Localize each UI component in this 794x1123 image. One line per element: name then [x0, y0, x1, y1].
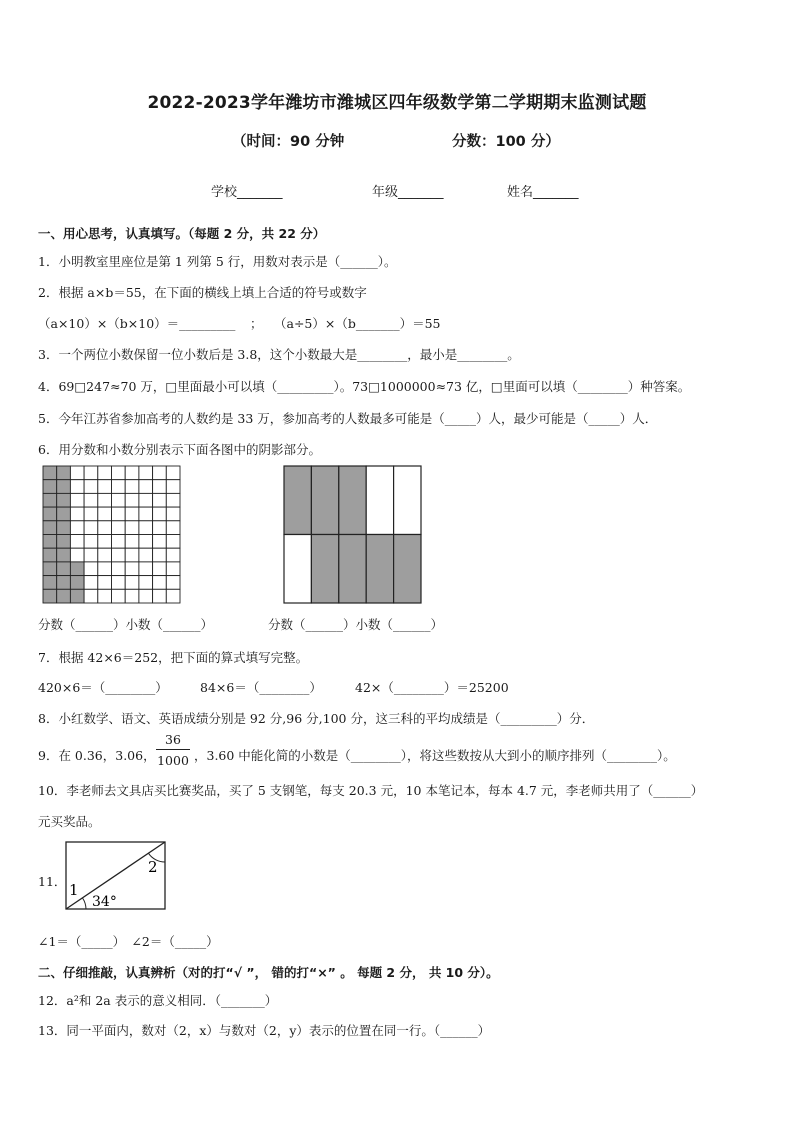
rect-part-shaded: [311, 466, 338, 535]
grid-cell: [125, 562, 139, 576]
grid-cell-shaded: [43, 535, 57, 549]
grid-cell-shaded: [43, 466, 57, 480]
grid-cell: [84, 493, 98, 507]
grid-cell: [70, 466, 84, 480]
grid-cell: [70, 535, 84, 549]
grid-cell-shaded: [57, 493, 71, 507]
rect-part: [366, 466, 393, 535]
grid-cell: [153, 466, 167, 480]
rect-part-shaded: [339, 466, 366, 535]
grid-cell: [98, 576, 112, 590]
grade-field: 年级_______: [372, 185, 444, 200]
grid-cell: [166, 507, 180, 521]
question-2a: （a×10）×（b×10）＝_________: [38, 316, 236, 331]
grid-cell-shaded: [57, 589, 71, 603]
fraction-denominator: 1000: [157, 753, 189, 768]
question-9-suffix: ，3.60 中能化简的小数是（________），将这些数按从大到小的顺序排列（________）。: [194, 748, 676, 763]
grid-cell: [112, 493, 126, 507]
question-12: 12．a²和 2a 表示的意义相同．（_______）: [38, 993, 278, 1008]
grid-cell: [139, 521, 153, 535]
grid-cell-shaded: [70, 576, 84, 590]
question-6b-answer: 分数（______）小数（______）: [268, 617, 444, 632]
question-7b: 84×6＝（________）: [200, 680, 322, 695]
grid-cell: [70, 480, 84, 494]
question-2b: （a÷5）×（b_______）＝55: [274, 316, 441, 331]
grid-cell: [166, 493, 180, 507]
school-field: 学校_______: [211, 185, 283, 200]
grid-cell-shaded: [57, 548, 71, 562]
grid-cell: [98, 548, 112, 562]
grid-cell: [98, 507, 112, 521]
question-9-prefix: 9．在 0.36，3.06，: [38, 748, 156, 763]
grid-cell: [153, 562, 167, 576]
grid-cell: [125, 480, 139, 494]
grid-cell: [125, 576, 139, 590]
question-1: 1．小明教室里座位是第 1 列第 5 行，用数对表示是（______）。: [38, 254, 397, 269]
question-8: 8．小红数学、语文、英语成绩分别是 92 分,96 分,100 分，这三科的平均成绩是（_________）分．: [38, 711, 595, 726]
question-7c: 42×（________）＝25200: [355, 680, 509, 695]
grid-cell: [98, 466, 112, 480]
question-6: 6．用分数和小数分别表示下面各图中的阴影部分。: [38, 442, 321, 457]
grid-cell: [125, 589, 139, 603]
grid-cell: [139, 576, 153, 590]
grid-cell: [153, 480, 167, 494]
grid-cell-shaded: [43, 589, 57, 603]
grid-cell-shaded: [43, 493, 57, 507]
grid-cell: [166, 576, 180, 590]
rect-part-shaded: [284, 466, 311, 535]
grid-cell-shaded: [57, 535, 71, 549]
grid-cell: [98, 493, 112, 507]
section-1-heading: 一、用心思考，认真填写。（每题 2 分，共 22 分）: [38, 226, 326, 241]
grid-cell-shaded: [43, 480, 57, 494]
grid-cell: [84, 576, 98, 590]
angle-1-label: 1: [69, 881, 79, 899]
section-2-heading: 二、仔细推敲，认真辨析（对的打“√ ”， 错的打“×” 。 每题 2 分， 共 10 分）。: [38, 965, 499, 980]
grid-cell: [166, 521, 180, 535]
grid-cell: [70, 507, 84, 521]
grid-cell: [70, 548, 84, 562]
question-7a: 420×6＝（________）: [38, 680, 168, 695]
question-6a-answer: 分数（______）小数（______）: [38, 617, 214, 632]
grid-cell: [84, 521, 98, 535]
grid-cell: [125, 507, 139, 521]
grid-cell: [139, 507, 153, 521]
grid-cell: [166, 535, 180, 549]
grid-cell: [166, 466, 180, 480]
page-title: 2022-2023学年潍坊市潍城区四年级数学第二学期期末监测试题: [147, 93, 647, 113]
grid-cell-shaded: [70, 562, 84, 576]
rect-part: [284, 535, 311, 604]
grid-cell-shaded: [57, 507, 71, 521]
rect-part-shaded: [311, 535, 338, 604]
rect-part-shaded: [366, 535, 393, 604]
fraction-numerator: 36: [156, 732, 190, 750]
grid-cell: [166, 548, 180, 562]
question-3: 3．一个两位小数保留一位小数后是 3.8，这个小数最大是________，最小是________。: [38, 347, 520, 362]
grid-cell: [84, 535, 98, 549]
grid-cell: [125, 521, 139, 535]
grid-cell: [98, 480, 112, 494]
grid-cell: [153, 576, 167, 590]
grid-cell: [166, 562, 180, 576]
grid-cell: [84, 466, 98, 480]
question-10: 10．李老师去文具店买比赛奖品，买了 5 支钢笔，每支 20.3 元，10 本笔记本，每本 4.7 元，李老师共用了（______）: [38, 783, 704, 798]
grid-cell: [112, 576, 126, 590]
question-7: 7．根据 42×6＝252，把下面的算式填写完整。: [38, 650, 309, 665]
rectangle-figure: [283, 465, 422, 604]
angle-34-label: 34°: [92, 894, 117, 910]
grid-cell: [84, 480, 98, 494]
grid-cell: [125, 493, 139, 507]
grid-cell: [139, 493, 153, 507]
exam-time: （时间：90 分钟: [232, 134, 345, 150]
grid-cell: [84, 548, 98, 562]
grid-cell-shaded: [43, 576, 57, 590]
question-2-separator: ；: [250, 316, 263, 331]
grid-cell-shaded: [57, 562, 71, 576]
angle-2-label: 2: [148, 858, 158, 876]
hundred-grid-figure: [42, 465, 182, 604]
question-13: 13．同一平面内，数对（2，x）与数对（2，y）表示的位置在同一行。（______）: [38, 1023, 491, 1038]
grid-cell: [98, 589, 112, 603]
grid-cell: [139, 589, 153, 603]
grid-cell-shaded: [43, 548, 57, 562]
grid-cell: [112, 521, 126, 535]
grid-cell: [166, 480, 180, 494]
question-11: 11．: [38, 874, 67, 889]
grid-cell-shaded: [43, 521, 57, 535]
rect-part-shaded: [394, 535, 421, 604]
grid-cell: [153, 507, 167, 521]
grid-cell: [98, 562, 112, 576]
grid-cell: [139, 548, 153, 562]
grid-cell: [84, 589, 98, 603]
grid-cell: [112, 466, 126, 480]
grid-cell: [70, 521, 84, 535]
question-4: 4．69□247≈70 万，□里面最小可以填（_________）。73□1000000≈73 亿，□里面可以填（________）种答案。: [38, 379, 691, 394]
grid-cell-shaded: [43, 507, 57, 521]
grid-cell-shaded: [57, 480, 71, 494]
grid-cell: [112, 589, 126, 603]
question-5: 5．今年江苏省参加高考的人数约是 33 万，参加高考的人数最多可能是（_____）人，最少可能是（_____）人．: [38, 411, 658, 426]
grid-cell-shaded: [43, 562, 57, 576]
grid-cell-shaded: [70, 589, 84, 603]
question-10-continued: 元买奖品。: [38, 814, 101, 829]
grid-cell-shaded: [57, 521, 71, 535]
fraction-36-over-1000: [156, 732, 190, 768]
grid-cell: [139, 466, 153, 480]
exam-score: 分数：100 分）: [452, 134, 560, 150]
grid-cell: [139, 480, 153, 494]
grid-cell: [153, 535, 167, 549]
grid-cell: [125, 548, 139, 562]
question-2: 2．根据 a×b＝55，在下面的横线上填上合适的符号或数字: [38, 285, 367, 300]
grid-cell: [153, 521, 167, 535]
grid-cell: [112, 562, 126, 576]
grid-cell: [112, 535, 126, 549]
grid-cell-shaded: [57, 466, 71, 480]
rect-part: [394, 466, 421, 535]
grid-cell: [112, 507, 126, 521]
grid-cell: [84, 562, 98, 576]
grid-cell: [70, 493, 84, 507]
grid-cell: [98, 521, 112, 535]
grid-cell: [153, 589, 167, 603]
grid-cell-shaded: [57, 576, 71, 590]
rectangle-angle-figure: [64, 840, 168, 912]
grid-cell: [166, 589, 180, 603]
grid-cell: [139, 562, 153, 576]
name-field: 姓名_______: [507, 185, 579, 200]
rect-part-shaded: [339, 535, 366, 604]
grid-cell: [125, 466, 139, 480]
question-11-answer: ∠1＝（_____） ∠2＝（_____）: [38, 934, 219, 949]
grid-cell: [153, 548, 167, 562]
grid-cell: [153, 493, 167, 507]
grid-cell: [139, 535, 153, 549]
grid-cell: [98, 535, 112, 549]
grid-cell: [125, 535, 139, 549]
grid-cell: [112, 548, 126, 562]
grid-cell: [112, 480, 126, 494]
grid-cell: [84, 507, 98, 521]
